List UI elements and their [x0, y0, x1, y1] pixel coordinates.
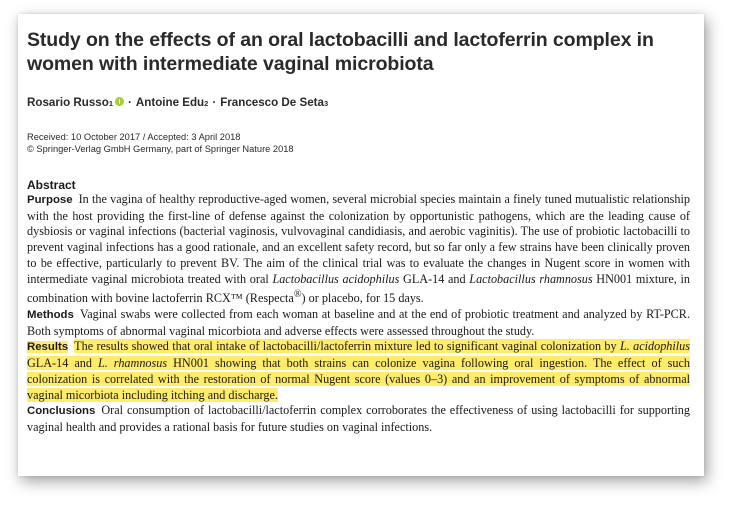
author-name: Antoine Edu: [135, 96, 205, 109]
purpose-text: In the vagina of healthy reproductive-aged women, several microbial species maintain a finely tuned mutualistic relationship with the host providing the first-line of defense against the colonization by opportunistic pathogens, which are the leading cause of dysbiosis or vaginal infections (bacterial vaginosis, vulvovaginal candidiasis, and aerobic vaginitis). The use of probiotic lactobacilli to prevent vaginal infections has a good rationale, and an excellent safety record, but so far only a few strains have been clinically proven to be effective, particularly to prevent BV. The aim of the clinical trial was to evaluate the changes in Nugent score in women with intermediate vaginal microbiota treated with oral: [27, 192, 690, 286]
abstract-methods: [27, 307, 690, 339]
abstract-purpose: [27, 192, 690, 307]
conclusions-text: Oral consumption of lactobacilli/lactoferrin complex corroborates the effectiveness of using lactobacilli for supporting vaginal health and provides a rational basis for future studies on vaginal infections.: [27, 403, 690, 434]
results-text: HN001 showing that both strains can colonize vagina following oral ingestion. The effect of such colonization is correlated with the restoration of normal Nugent score (values 0–3) and an improvement of symptoms of abnormal vaginal micorbiota including itching and discharge.: [27, 356, 690, 402]
author-name: Rosario Russo: [27, 96, 109, 109]
results-text: GLA-14 and: [27, 356, 98, 371]
purpose-text: HN001 mixture, in combination with bovine lactoferrin RCX™ (Respecta: [27, 271, 690, 306]
results-text: The results showed that oral intake of lactobacilli/lactoferrin mixture led to significant vaginal colonization by: [74, 339, 620, 354]
abstract-conclusions: [27, 403, 690, 435]
paper-title: Study on the effects of an oral lactobacilli and lactoferrin complex in women with intermediate vaginal microbiota: [27, 29, 654, 75]
orcid-icon[interactable]: [115, 97, 124, 106]
paper-page: [18, 14, 704, 476]
registered-mark: ®: [293, 289, 302, 301]
purpose-label: Purpose: [27, 194, 73, 206]
results-label: Results: [27, 341, 69, 354]
purpose-species: Lactobacillus rhamnosus: [469, 271, 593, 286]
received-accepted: Received: 10 October 2017 / Accepted: 3 April 2018: [27, 132, 241, 142]
results-species: L. acidophilus: [619, 339, 690, 354]
copyright-line: © Springer-Verlag GmbH Germany, part of Springer Nature 2018: [27, 144, 294, 154]
abstract-heading: Abstract: [27, 178, 76, 192]
author-separator: ·: [128, 96, 132, 109]
purpose-species: Lactobacillus acidophilus: [272, 271, 400, 286]
conclusions-label: Conclusions: [27, 405, 96, 418]
purpose-text: ) or placebo, for 15 days.: [301, 291, 424, 306]
results-species: L. rhamnosus: [97, 356, 168, 371]
purpose-text: GLA-14 and: [399, 271, 470, 286]
methods-text: Vaginal swabs were collected from each woman at baseline and at the end of probiotic treatment and analyzed by RT-PCR. Both symptoms of abnormal vaginal micorbiota and adverse effects were assessed throughout the study.: [27, 306, 690, 338]
author-name: Francesco De Seta: [220, 96, 324, 109]
article-dates: [27, 131, 690, 155]
abstract-results: [27, 339, 690, 403]
author-separator: ·: [212, 96, 217, 109]
author-list: Rosario Russo 1 · Antoine Edu 2 · Francesco De Seta 3: [27, 96, 329, 109]
methods-label: Methods: [27, 308, 74, 321]
